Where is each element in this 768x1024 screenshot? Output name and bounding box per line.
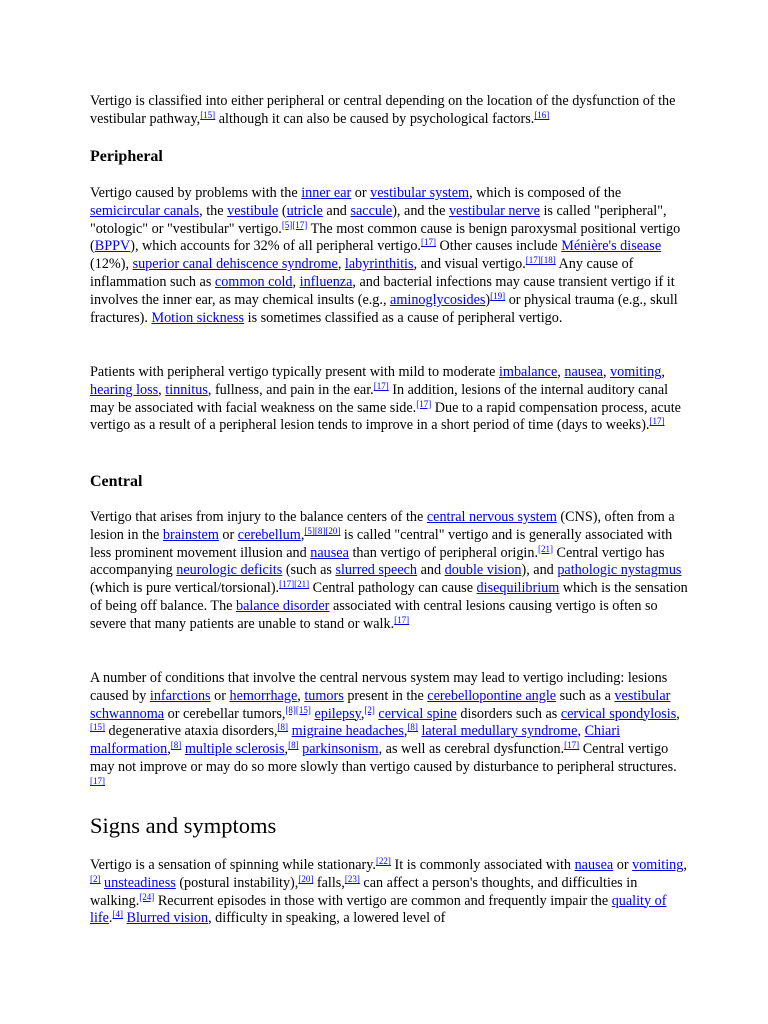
- text: It is commonly associated with: [390, 857, 575, 873]
- link-motion-sickness[interactable]: Motion sickness: [151, 309, 245, 326]
- link-vestibular-schwannoma[interactable]: vestibular schwannoma: [90, 687, 671, 722]
- text: A number of conditions that involve the central nervous system may lead to vertigo including: lesions caused by: [90, 670, 668, 704]
- citation-link[interactable]: [8]: [288, 740, 299, 751]
- text: Other causes include: [435, 238, 562, 255]
- text: , and visual vertigo.: [413, 256, 526, 273]
- link-quality-of-life[interactable]: quality of life: [90, 892, 667, 927]
- text: ,: [577, 723, 585, 740]
- link-nausea[interactable]: nausea: [564, 364, 603, 380]
- citation-link[interactable]: [19]: [490, 290, 506, 301]
- peripheral-p1-block: [90, 185, 690, 327]
- citation-link[interactable]: [15]: [200, 109, 216, 120]
- link-vestibular-system[interactable]: vestibular system: [370, 185, 470, 201]
- text: ), and: [521, 562, 558, 579]
- text: , difficulty in speaking, a lowered level of: [208, 910, 446, 927]
- text: .: [108, 910, 113, 927]
- citation-link[interactable]: [15]: [295, 704, 311, 715]
- citation-link[interactable]: [8]: [277, 722, 289, 733]
- intro-block: [90, 93, 690, 129]
- citation-link[interactable]: [24]: [139, 891, 155, 902]
- text: Vertigo is classified into either peripheral or central depending on the location of the dysfunction of the vestibular pathway,: [90, 93, 676, 127]
- citation-link[interactable]: [23]: [344, 873, 360, 884]
- text: (which is pure vertical/torsional).: [90, 580, 280, 597]
- text: present in the: [343, 687, 428, 704]
- citation-link[interactable]: [22]: [375, 856, 391, 866]
- text: ,: [403, 723, 408, 740]
- link-epilepsy[interactable]: epilepsy: [314, 705, 361, 722]
- citation-link[interactable]: [17]: [373, 380, 389, 391]
- text: can affect a person's thoughts, and difficulties in walking.: [90, 874, 638, 909]
- text: (such as: [282, 562, 336, 579]
- peripheral-paragraph-1: [90, 185, 690, 327]
- link-double-vision[interactable]: double vision: [444, 562, 522, 579]
- central-p2-block: [90, 670, 690, 795]
- citation-link[interactable]: [18]: [540, 255, 556, 266]
- link-vestibular-nerve[interactable]: vestibular nerve: [448, 202, 540, 219]
- text: The most common cause is benign paroxysmal positional vertigo (: [90, 220, 681, 255]
- link-nausea[interactable]: nausea: [310, 544, 349, 561]
- citation-link[interactable]: [15]: [90, 722, 105, 733]
- citation-link[interactable]: [5]: [281, 219, 293, 230]
- text: ,: [158, 381, 166, 398]
- text: falls,: [313, 874, 345, 891]
- text: Vertigo caused by problems with the: [90, 185, 302, 201]
- text: is called "central" vertigo and is generally associated with less prominent movement illusion and: [90, 526, 673, 561]
- text: ,: [292, 273, 300, 290]
- text: , which is composed of the: [469, 185, 622, 201]
- citation-link[interactable]: [17]: [649, 416, 665, 427]
- link-scds[interactable]: superior canal dehiscence syndrome: [132, 256, 338, 273]
- link-vestibule[interactable]: vestibule: [227, 202, 279, 219]
- link-cervical-spondylosis[interactable]: cervical spondylosis: [560, 705, 677, 722]
- citation-link[interactable]: [17]: [279, 579, 295, 590]
- link-vomiting[interactable]: vomiting: [610, 364, 662, 380]
- central-heading-block: [90, 472, 690, 492]
- link-nausea[interactable]: nausea: [574, 857, 614, 873]
- text: or: [351, 185, 371, 201]
- citation-link[interactable]: [20]: [325, 525, 341, 536]
- text: or cerebellar tumors,: [164, 705, 286, 722]
- text: (12%),: [90, 256, 133, 273]
- text: ,: [167, 741, 171, 758]
- link-pathologic-nystagmus[interactable]: pathologic nystagmus: [557, 562, 682, 579]
- link-parkinsonism[interactable]: parkinsonism: [302, 741, 379, 758]
- text: Vertigo is a sensation of spinning while stationary.: [90, 857, 376, 873]
- text: ,: [683, 857, 687, 873]
- text: such as a: [556, 687, 615, 704]
- citation-link[interactable]: [17]: [416, 398, 432, 409]
- text: ,: [676, 705, 680, 722]
- text: , as well as cerebral dysfunction.: [378, 741, 565, 758]
- text: Any cause of inflammation such as: [90, 256, 634, 290]
- link-lateral-medullary-syndrome[interactable]: lateral medullary syndrome: [421, 723, 578, 740]
- text: and: [322, 202, 351, 219]
- link-tumors[interactable]: tumors: [304, 687, 344, 704]
- text: ,: [300, 526, 305, 543]
- link-cervical-spine[interactable]: cervical spine: [378, 705, 457, 722]
- link-multiple-sclerosis[interactable]: multiple sclerosis: [184, 741, 285, 758]
- link-common-cold[interactable]: common cold: [214, 273, 293, 290]
- text: Recurrent episodes in those with vertigo are common and frequently impair the: [154, 892, 612, 909]
- text: disorders such as: [456, 705, 561, 722]
- link-balance-disorder[interactable]: balance disorder: [236, 597, 330, 614]
- citation-link[interactable]: [2]: [90, 873, 101, 884]
- text: Central vertigo may not improve or may do so more slowly than vertigo caused by disturbance to peripheral structures.: [90, 741, 677, 775]
- text: associated with central lesions causing vertigo is often so severe that many patients are unable to stand or walk.: [90, 597, 658, 632]
- central-paragraph-1: [90, 509, 690, 634]
- text: or physical trauma (e.g., skull fractures).: [90, 291, 678, 326]
- central-heading: Central: [90, 473, 143, 490]
- citation-link[interactable]: [17]: [90, 775, 105, 786]
- link-menieres-disease[interactable]: Ménière's disease: [561, 238, 662, 255]
- text: than vertigo of peripheral origin.: [348, 544, 538, 561]
- text: Vertigo that arises from injury to the balance centers of the: [90, 509, 427, 525]
- text: Due to a rapid compensation process, acute vertigo as a result of a peripheral lesion tends to improve in a short period of time (days to weeks).: [90, 399, 681, 434]
- text: ,: [557, 364, 565, 380]
- signs-paragraph-1: [90, 857, 690, 928]
- peripheral-heading-block: [90, 147, 690, 167]
- citation-link[interactable]: [8]: [314, 525, 326, 536]
- link-disequilibrium[interactable]: disequilibrium: [476, 580, 560, 597]
- link-chiari-malformation[interactable]: Chiari malformation: [90, 723, 621, 758]
- link-cerebellopontine-angle[interactable]: cerebellopontine angle: [427, 687, 557, 704]
- link-tinnitus[interactable]: tinnitus: [165, 381, 208, 398]
- text: or: [210, 687, 230, 704]
- link-saccule[interactable]: saccule: [350, 202, 393, 219]
- citation-link[interactable]: [5]: [304, 525, 315, 536]
- link-migraine-headaches[interactable]: migraine headaches: [291, 723, 404, 740]
- text: ), and the: [392, 202, 449, 219]
- text: ,: [297, 687, 305, 704]
- citation-link[interactable]: [17]: [564, 740, 580, 751]
- text: ,: [360, 705, 365, 722]
- citation-link[interactable]: [17]: [420, 237, 436, 248]
- link-infarctions[interactable]: infarctions: [149, 687, 211, 704]
- link-aminoglycosides[interactable]: aminoglycosides: [390, 291, 486, 308]
- link-cns[interactable]: central nervous system: [426, 509, 557, 525]
- peripheral-paragraph-2: [90, 364, 690, 435]
- link-vomiting[interactable]: vomiting: [632, 857, 684, 873]
- text: although it can also be caused by psychological factors.: [215, 110, 535, 127]
- link-bppv[interactable]: BPPV: [94, 238, 131, 255]
- text: Central vertigo has accompanying: [90, 544, 665, 579]
- citation-link[interactable]: [17]: [292, 219, 308, 230]
- text: (postural instability),: [175, 874, 299, 891]
- link-semicircular-canals[interactable]: semicircular canals: [90, 202, 200, 219]
- text: (: [278, 202, 287, 219]
- link-labyrinthitis[interactable]: labyrinthitis: [344, 256, 414, 273]
- text: ,: [602, 364, 611, 380]
- text: ,: [661, 364, 665, 380]
- link-imbalance[interactable]: imbalance: [498, 364, 558, 380]
- text: Patients with peripheral vertigo typically present with mild to moderate: [90, 364, 499, 380]
- text: degenerative ataxia disorders,: [105, 723, 278, 740]
- citation-link[interactable]: [8]: [285, 704, 296, 715]
- citation-link[interactable]: [21]: [538, 543, 553, 554]
- citation-link[interactable]: [2]: [364, 704, 375, 715]
- citation-link[interactable]: [20]: [298, 873, 314, 884]
- text: is called "peripheral", "otologic" or "vestibular" vertigo.: [90, 202, 667, 237]
- peripheral-p2-block: [90, 364, 690, 435]
- intro-paragraph: [90, 93, 690, 129]
- text: Central pathology can cause: [309, 580, 477, 597]
- text: ), which accounts for 32% of all peripheral vertigo.: [130, 238, 421, 255]
- peripheral-heading: Peripheral: [90, 148, 163, 165]
- text: , the: [199, 202, 228, 219]
- signs-heading-block: [90, 812, 690, 840]
- central-paragraph-2: [90, 670, 690, 795]
- text: , fullness, and pain in the ear.: [207, 381, 374, 398]
- citation-link[interactable]: [8]: [407, 722, 418, 733]
- citation-link[interactable]: [16]: [534, 109, 550, 120]
- link-brainstem[interactable]: brainstem: [162, 526, 219, 543]
- text: , and bacterial infections may cause transient vertigo if it involves the inner ear, as may chemical insults (e.g.,: [90, 273, 675, 308]
- text: In addition, lesions of the internal auditory canal may be associated with facial weakness on the same side.: [90, 381, 669, 416]
- link-unsteadiness[interactable]: unsteadiness: [104, 874, 176, 891]
- signs-heading: Signs and symptoms: [90, 813, 277, 838]
- citation-link[interactable]: [21]: [294, 579, 310, 590]
- citation-link[interactable]: [4]: [112, 909, 123, 920]
- link-slurred-speech[interactable]: slurred speech: [335, 562, 418, 579]
- text: or: [218, 526, 238, 543]
- text: and: [417, 562, 445, 579]
- link-cerebellum[interactable]: cerebellum: [237, 526, 301, 543]
- link-neurologic-deficits[interactable]: neurologic deficits: [176, 562, 283, 579]
- central-p1-block: [90, 509, 690, 634]
- link-utricle[interactable]: utricle: [286, 202, 323, 219]
- text: which is the sensation of being off balance. The: [90, 580, 688, 614]
- link-hearing-loss[interactable]: hearing loss: [90, 381, 159, 398]
- citation-link[interactable]: [8]: [170, 740, 182, 751]
- text: (CNS), often from a lesion in the: [90, 509, 675, 543]
- text: ,: [337, 256, 345, 273]
- signs-p1-block: [90, 857, 690, 928]
- link-influenza[interactable]: influenza: [299, 273, 353, 290]
- citation-link[interactable]: [17]: [394, 614, 410, 625]
- link-inner-ear[interactable]: inner ear: [301, 185, 352, 201]
- text: ): [485, 291, 491, 308]
- citation-link[interactable]: [17]: [525, 255, 541, 266]
- link-blurred-vision[interactable]: Blurred vision: [126, 910, 209, 927]
- text: ,: [284, 741, 289, 758]
- link-hemorrhage[interactable]: hemorrhage: [229, 687, 298, 704]
- text: or: [613, 857, 633, 873]
- text: is sometimes classified as a cause of peripheral vertigo.: [244, 309, 563, 326]
